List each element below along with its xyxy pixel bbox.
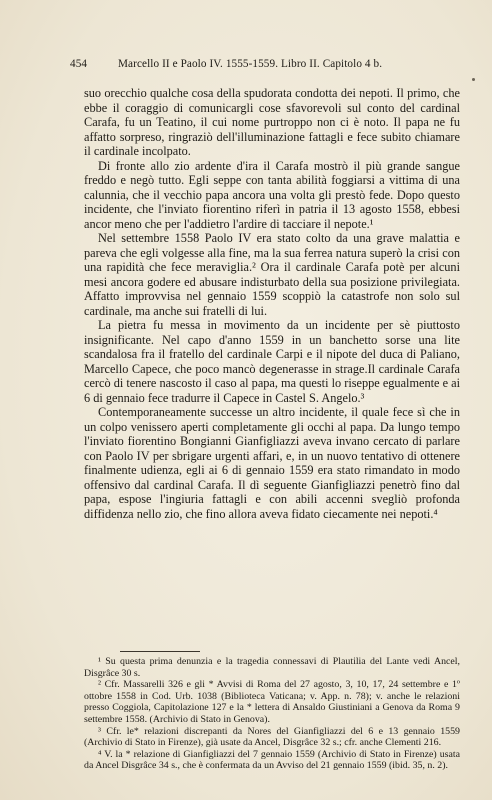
paragraph: Contemporaneamente successe un altro incidente, il quale fece sì che in un colpo venissero aperti completamente gli occhi al papa. Da lungo tempo l'inviato fiorentino Bongianni Gianfigliazzi aveva invano cercato di parlare con Paolo IV per sbrigare urgenti affari, e, in un nuovo tentativo di ottenere finalmente udienza, egli ai 6 di gennaio 1559 era stato rimandato in modo offensivo dal cardinal Carafa. Il dì seguente Gianfigliazzi penetrò fino dal papa, espose l'ingiuria fattagli e con abili accenni svegliò profonda diffidenza nello zio, che fino allora aveva fidato ciecamente nei nepoti.⁴ — [84, 405, 460, 521]
paragraph: Nel settembre 1558 Paolo IV era stato colto da una grave malattia e pareva che egli volgesse alla fine, ma la sua ferrea natura superò la crisi con una rapidità che fece meraviglia.² Ora il cardinale Carafa potè per alcuni mesi ancora godere ed abusare indisturbato della sua posizione privilegiata. Affatto improvvisa nel gennaio 1559 scoppiò la catastrofe non solo sul cardinale, ma anche sui fratelli di lui. — [84, 231, 460, 318]
page-number: 454 — [70, 58, 88, 70]
main-text — [84, 86, 460, 521]
footnote: ¹ Su questa prima denunzia e la tragedia connessavi di Plautilia del Lante vedi Ancel, Disgrâce 30 s. — [84, 656, 460, 679]
footnote-divider — [120, 651, 200, 652]
footnotes — [84, 656, 460, 772]
footnote: ⁴ V. la * relazione di Gianfigliazzi del 7 gennaio 1559 (Archivio di Stato in Firenze) usata da Ancel Disgrâce 34 s., che è confermata da un Avviso del 21 gennaio 1559 (ibid. 35, n. 2). — [84, 748, 460, 772]
page-header — [70, 58, 462, 74]
margin-mark — [472, 78, 475, 81]
paragraph: Di fronte allo zio ardente d'ira il Carafa mostrò il più grande sangue freddo e negò tutto. Egli seppe con tanta abilità foggiarsi a vittima di una calunnia, che il vecchio papa ancora una volta gli prestò fede. Dopo questo incidente, che l'inviato fiorentino riferì in patria il 13 agosto 1558, ebbesi ancor meno che per l'addietro l'ardire di tacciare il nepote.¹ — [84, 158, 460, 231]
paragraph: La pietra fu messa in movimento da un incidente per sè piuttosto insignificante. Nel capo d'anno 1559 in un banchetto sorse una lite scandalosa fra il fratello del cardinale Carpi e il nipote del duca di Paliano, Marcello Capece, che poco mancò degenerasse in strage.Il cardinale Carafa cercò di tenere nascosto il caso al papa, ma questi lo riseppe egualmente e ai 6 di gennaio fece tradurre il Capece in Castel S. Angelo.³ — [84, 318, 460, 405]
footnote: ² Cfr. Massarelli 326 e gli * Avvisi di Roma del 27 agosto, 3, 10, 17, 24 settembre e 1º ottobre 1558 in Cod. Urb. 1038 (Biblioteca Vaticana; v. App. n. 78); v. anche le relazioni presso Coggiola, Capitolazione 127 e la * lettera di Ansaldo Giustiniani a Genova da Roma 9 settembre 1558. (Archivio di Stato in Genova). — [84, 679, 460, 725]
paragraph: suo orecchio qualche cosa della spudorata condotta dei nepoti. Il primo, che ebbe il coraggio di comunicargli cose sfavorevoli sul conto del cardinal Carafa, fu un Teatino, il cui nome purtroppo non ci è noto. Il papa ne fu affatto sorpreso, ringraziò dell'illuminazione fattagli e fece subito chiamare il cardinale incolpato. — [84, 86, 460, 158]
footnote: ³ Cfr. le* relazioni discrepanti da Nores del Gianfigliazzi del 6 e 13 gennaio 1559 (Archivio di Stato in Firenze), già usate da Ancel, Disgrâce 32 s.; cfr. anche Clementi 216. — [84, 725, 460, 749]
running-title: Marcello II e Paolo IV. 1555-1559. Libro II. Capitolo 4 b. — [118, 58, 383, 70]
